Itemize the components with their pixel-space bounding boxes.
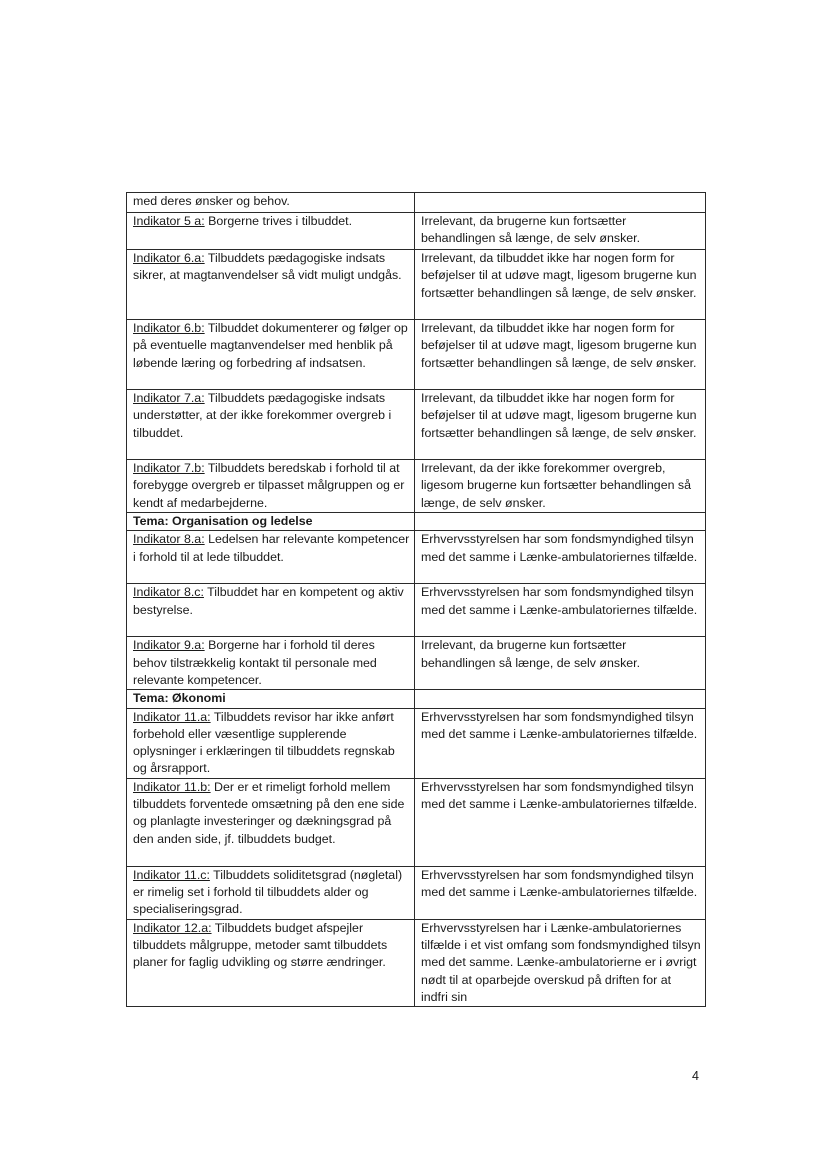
assessment-cell: Erhvervsstyrelsen har som fondsmyndighed tilsyn med det samme i Lænke-ambulatoriernes tilfælde. <box>415 708 706 778</box>
indicator-text: Tilbuddets revisor har ikke anført forbehold eller væsentlige supplerende oplysninger i erklæringen til tilbuddets regnskab og årsrapport. <box>133 709 395 776</box>
assessment-cell: Irrelevant, da tilbuddet ikke har nogen form for beføjelser til at udøve magt, ligesom brugerne kun fortsætter behandlingen så længe, de selv ønsker. <box>415 320 706 390</box>
indicator-text: Borgerne trives i tilbuddet. <box>204 214 353 228</box>
table-row <box>127 460 706 513</box>
assessment-cell: Erhvervsstyrelsen har som fondsmyndighed tilsyn med det samme i Lænke-ambulatoriernes tilfælde. <box>415 866 706 919</box>
assessment-cell <box>415 690 706 708</box>
assessment-cell: Irrelevant, da brugerne kun fortsætter behandlingen så længe, de selv ønsker. <box>415 637 706 690</box>
indicator-table <box>126 192 706 1007</box>
table-row <box>127 531 706 584</box>
indicator-code: Indikator 12.a: <box>133 920 212 935</box>
indicator-code: Indikator 6.b: <box>133 321 205 335</box>
table-row <box>127 213 706 250</box>
indicator-cell <box>127 866 415 919</box>
theme-heading: Tema: Organisation og ledelse <box>127 513 415 531</box>
table-row <box>127 584 706 637</box>
assessment-cell <box>415 193 706 213</box>
theme-row <box>127 690 706 708</box>
indicator-cell <box>127 919 415 1006</box>
table-row <box>127 919 706 1006</box>
indicator-text: Tilbuddets pædagogiske indsats sikrer, at magtanvendelser så vidt muligt undgås. <box>133 251 402 283</box>
indicator-cell <box>127 584 415 637</box>
indicator-cell <box>127 637 415 690</box>
table-row <box>127 778 706 866</box>
indicator-code: Indikator 11.a: <box>133 709 211 724</box>
indicator-text: Tilbuddet har en kompetent og aktiv bestyrelse. <box>133 585 404 617</box>
assessment-cell: Erhvervsstyrelsen har som fondsmyndighed tilsyn med det samme i Lænke-ambulatoriernes tilfælde. <box>415 584 706 637</box>
indicator-code: Indikator 7.a: <box>133 391 205 405</box>
page-number: 4 <box>692 1069 699 1083</box>
indicator-text: Ledelsen har relevante kompetencer i forhold til at lede tilbuddet. <box>133 532 410 564</box>
indicator-cell <box>127 460 415 513</box>
indicator-cell <box>127 778 415 866</box>
indicator-code: Indikator 11.b: <box>133 779 211 794</box>
indicator-cell <box>127 213 415 250</box>
assessment-cell: Irrelevant, da tilbuddet ikke har nogen form for beføjelser til at udøve magt, ligesom brugerne kun fortsætter behandlingen så længe, de selv ønsker. <box>415 390 706 460</box>
indicator-table-body <box>127 193 706 1007</box>
indicator-cell <box>127 193 415 213</box>
indicator-code: Indikator 11.c: <box>133 867 210 882</box>
indicator-text: Tilbuddets pædagogiske indsats understøtter, at der ikke forekommer overgreb i tilbuddet. <box>133 391 392 440</box>
table-row <box>127 250 706 320</box>
table-row <box>127 866 706 919</box>
indicator-cell <box>127 531 415 584</box>
indicator-text: med deres ønsker og behov. <box>133 194 290 208</box>
indicator-code: Indikator 8.c: <box>133 585 204 600</box>
indicator-cell <box>127 250 415 320</box>
indicator-code: Indikator 5 a: <box>133 214 205 228</box>
theme-heading: Tema: Økonomi <box>127 690 415 708</box>
indicator-code: Indikator 7.b: <box>133 461 205 475</box>
indicator-text: Tilbuddets budget afspejler tilbuddets målgruppe, metoder samt tilbuddets planer for faglig udvikling og større ændringer. <box>133 920 388 970</box>
assessment-cell: Irrelevant, da der ikke forekommer overgreb, ligesom brugerne kun fortsætter behandlingen så længe, de selv ønsker. <box>415 460 706 513</box>
table-row <box>127 390 706 460</box>
indicator-cell <box>127 390 415 460</box>
assessment-cell <box>415 513 706 531</box>
indicator-text: Borgerne har i forhold til deres behov tilstrækkelig kontakt til personale med relevante kompetencer. <box>133 638 377 687</box>
indicator-text: Tilbuddets beredskab i forhold til at forebygge overgreb er tilpasset målgruppen og er kendt af medarbejderne. <box>133 461 405 510</box>
indicator-code: Indikator 9.a: <box>133 638 205 653</box>
assessment-cell: Erhvervsstyrelsen har i Lænke-ambulatoriernes tilfælde i et vist omfang som fondsmyndighed tilsyn med det samme. Lænke-ambulatorierne er i øvrigt nødt til at oparbejde overskud på driften for at indfri sin <box>415 919 706 1006</box>
indicator-code: Indikator 8.a: <box>133 532 205 547</box>
table-row <box>127 193 706 213</box>
indicator-cell <box>127 708 415 778</box>
indicator-text: Tilbuddet dokumenterer og følger op på eventuelle magtanvendelser med henblik på løbende læring og forbedring af indsatsen. <box>133 321 408 370</box>
table-row <box>127 320 706 390</box>
table-row <box>127 637 706 690</box>
indicator-text: Der er et rimeligt forhold mellem tilbuddets forventede omsætning på den ene side og planlagte investeringer og dækningsgrad på den anden side, jf. tilbuddets budget. <box>133 779 405 846</box>
theme-row <box>127 513 706 531</box>
table-row <box>127 708 706 778</box>
assessment-cell: Irrelevant, da brugerne kun fortsætter behandlingen så længe, de selv ønsker. <box>415 213 706 250</box>
assessment-cell: Erhvervsstyrelsen har som fondsmyndighed tilsyn med det samme i Lænke-ambulatoriernes tilfælde. <box>415 531 706 584</box>
assessment-cell: Irrelevant, da tilbuddet ikke har nogen form for beføjelser til at udøve magt, ligesom brugerne kun fortsætter behandlingen så længe, de selv ønsker. <box>415 250 706 320</box>
assessment-cell: Erhvervsstyrelsen har som fondsmyndighed tilsyn med det samme i Lænke-ambulatoriernes tilfælde. <box>415 778 706 866</box>
indicator-text: Tilbuddets soliditetsgrad (nøgletal) er rimelig set i forhold til tilbuddets alder og specialiseringsgrad. <box>133 867 403 917</box>
indicator-cell <box>127 320 415 390</box>
indicator-code: Indikator 6.a: <box>133 251 205 265</box>
